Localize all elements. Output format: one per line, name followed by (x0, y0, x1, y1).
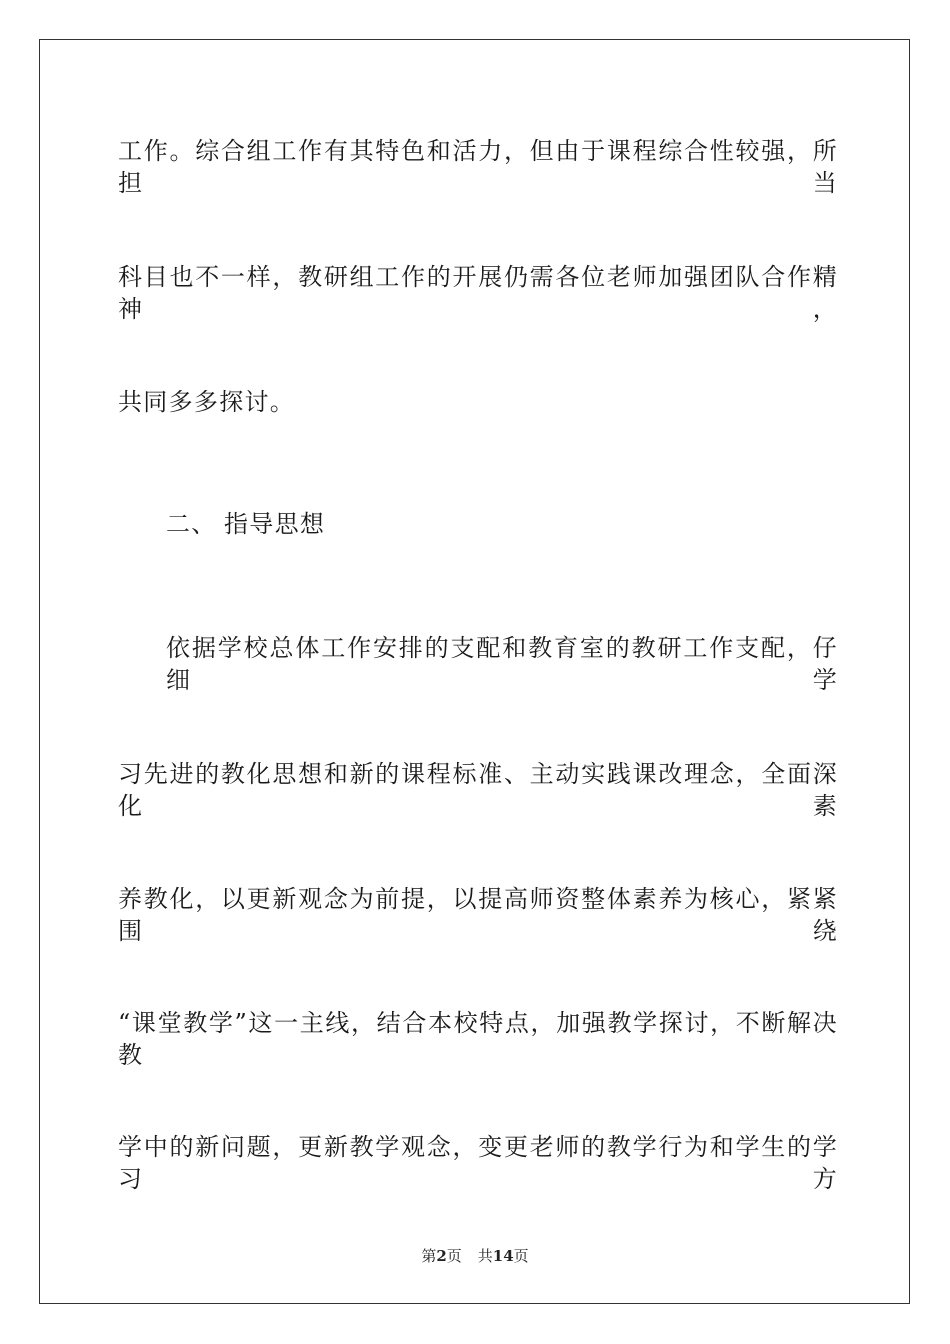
page-footer (0, 1246, 950, 1266)
page-suffix: 页 (446, 1247, 462, 1265)
page-prefix: 第 (421, 1247, 437, 1265)
total-prefix: 共 (477, 1247, 493, 1265)
section-title: 指导思想 (224, 510, 326, 538)
body-text-line: 科目也不一样，教研组工作的开展仍需各位老师加强团队合作精神， (118, 263, 838, 323)
page-number: 2 (436, 1247, 447, 1265)
section-number: 二、 (166, 510, 217, 538)
total-pages: 14 (492, 1247, 514, 1265)
body-text-line: 养教化，以更新观念为前提，以提高师资整体素养为核心，紧紧围绕 (118, 885, 838, 945)
body-text-line: 学中的新问题，更新教学观念，变更老师的教学行为和学生的学习方 (118, 1133, 838, 1193)
body-text-line: 共同多多探讨。 (118, 388, 296, 416)
body-text-line: 依据学校总体工作安排的支配和教育室的教研工作支配，仔细学 (166, 634, 838, 694)
section-heading (166, 508, 325, 540)
body-text-line: “课堂教学”这一主线，结合本校特点，加强教学探讨，不断解决教 (118, 1009, 838, 1069)
body-text-line: 工作。综合组工作有其特色和活力，但由于课程综合性较强，所担当 (118, 137, 838, 197)
total-suffix: 页 (513, 1247, 529, 1265)
body-text-line: 习先进的教化思想和新的课程标准、主动实践课改理念，全面深化素 (118, 760, 838, 820)
